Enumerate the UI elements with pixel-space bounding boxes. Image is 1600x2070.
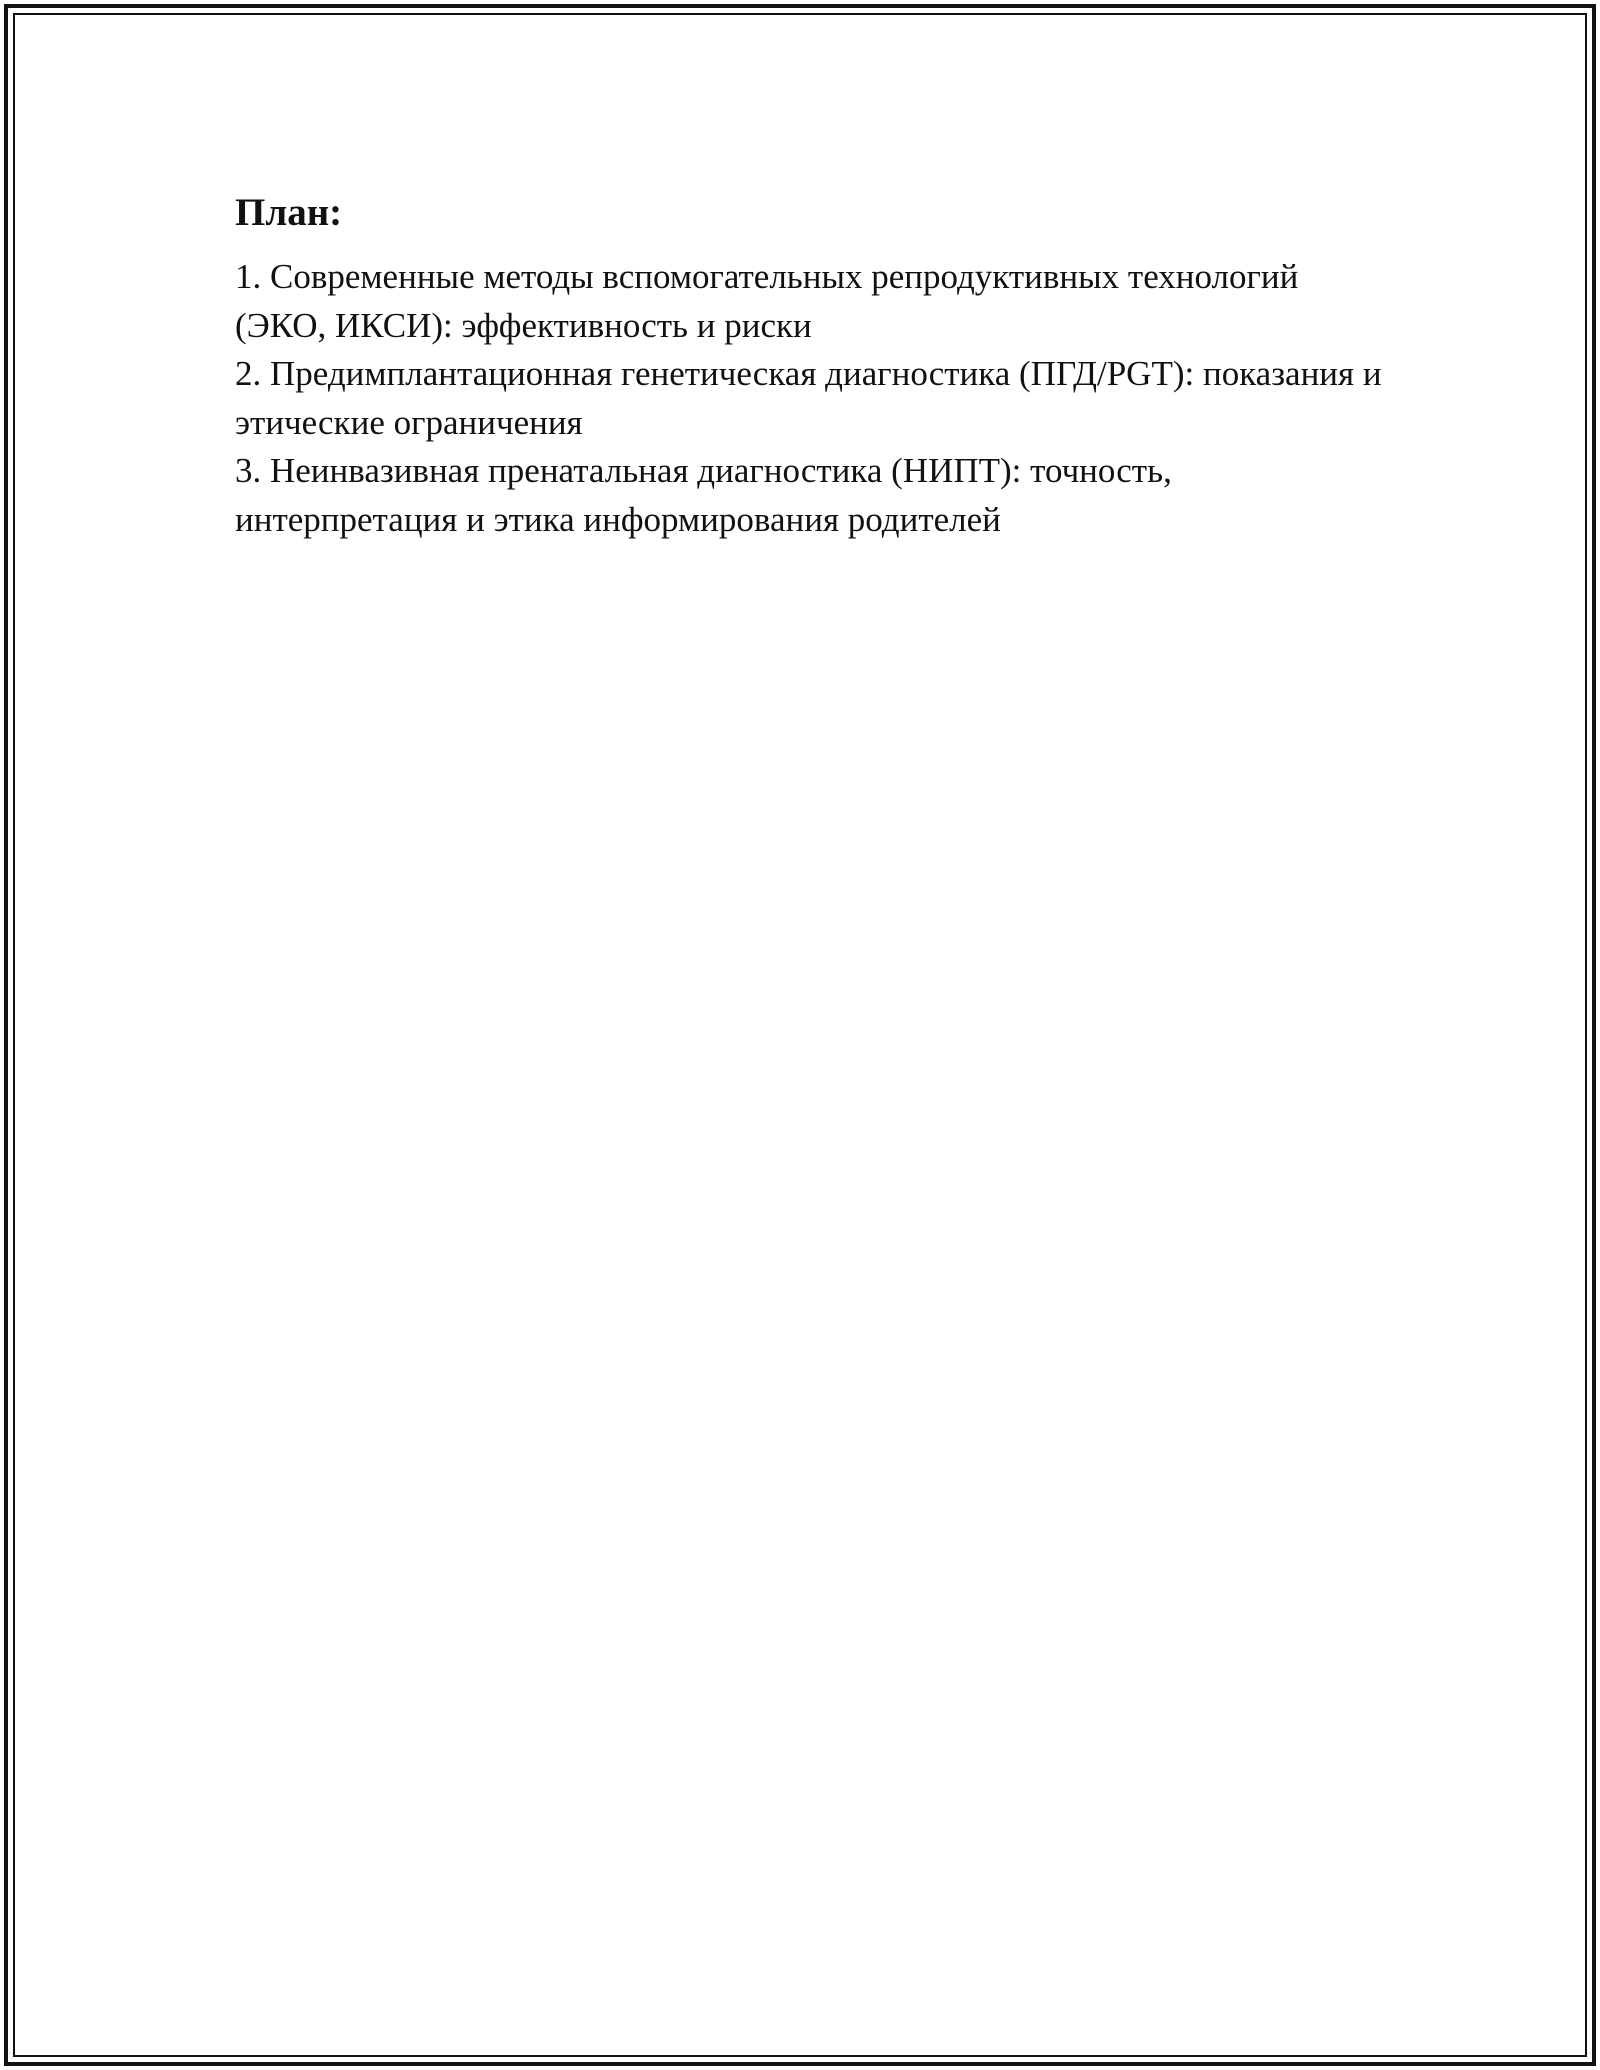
plan-list (235, 253, 1395, 544)
plan-heading: План: (235, 191, 343, 234)
plan-item-2: 2. Предимплантационная генетическая диагностика (ПГД/PGT): показания и этические ограничения (235, 354, 1382, 442)
page-content (235, 185, 1395, 544)
plan-item-3: 3. Неинвазивная пренатальная диагностика (НИПТ): точность, интерпретация и этика информирования родителей (235, 451, 1172, 539)
plan-item-1: 1. Современные методы вспомогательных репродуктивных технологий (ЭКО, ИКСИ): эффективность и риски (235, 257, 1299, 345)
